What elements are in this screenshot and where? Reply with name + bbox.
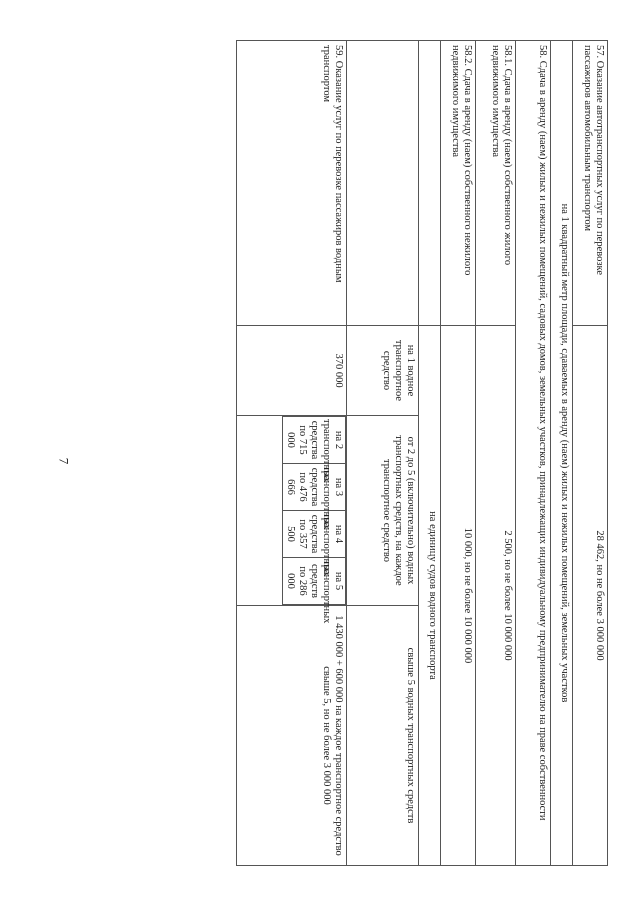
- tax-table: [236, 40, 608, 866]
- row-57-value: 28 462, но не более 3 000 000: [573, 326, 608, 866]
- row-58-2-value: 10 000, но не более 10 000 000: [441, 326, 476, 866]
- header-water: на единицу судов водного транспорта: [419, 326, 441, 866]
- row-59-one: 370 000: [237, 326, 347, 416]
- header-land: на 1 квадратный метр площади, сдаваемых в аренду (наем) жилых и нежилых помещений, земельных участков: [551, 41, 573, 866]
- subheader-one: на 1 водное транспортное средство: [347, 326, 419, 416]
- row-59-label: 59. Оказание услуг по перевозке пассажиров водным транспортом: [237, 41, 347, 326]
- row-57: [573, 41, 608, 866]
- row-header-water: [419, 41, 441, 866]
- row-58-label: 58. Сдача в аренду (наем) жилых и нежилых помещений, садовых домов, земельных участков, принадлежащих индивидуальному предпринимателю на праве собственности: [516, 41, 551, 866]
- row-58-1: [476, 41, 516, 866]
- row-59-two-to-five-cell: [237, 416, 347, 624]
- row-header-land: [551, 41, 573, 866]
- row-water-subheaders: [347, 41, 419, 866]
- rotated-table-stage: [106, 40, 608, 865]
- breakdown-4: на 4 транспортных средства по 357 500: [282, 511, 345, 558]
- row-57-label: 57. Оказание автотранспортных услуг по перевозке пассажиров автомобильным транспортом: [573, 41, 608, 326]
- row-58: [516, 41, 551, 866]
- rotated-content: [106, 40, 608, 865]
- breakdown-5: на 5 транспортных средств по 286 000: [282, 558, 345, 605]
- subheader-two-to-five: от 2 до 5 (включительно) водных транспортных средств, на каждое транспортное средство: [347, 416, 419, 606]
- page-number: 7: [56, 457, 72, 465]
- row-58-2: [441, 41, 476, 866]
- breakdown-3: на 3 транспортных средства по 476 666: [282, 464, 345, 511]
- row-58-1-value: 2 500, но не более 10 000 000: [476, 326, 516, 866]
- row-59-breakdown: [282, 416, 346, 624]
- row-58-2-label: 58.2. Сдача в аренду (наем) собственного нежилого недвижимого имущества: [441, 41, 476, 326]
- row-59: [237, 41, 347, 866]
- row-59-over-five: 1 430 000 + 600 000 на каждое транспортное средство свыше 5, но не более 3 000 000: [237, 606, 347, 866]
- subheader-over-five: свыше 5 водных транспортных средств: [347, 606, 419, 866]
- breakdown-2: на 2 транспортных средства по 715 000: [282, 417, 345, 464]
- row-58-1-label: 58.1. Сдача в аренду (наем) собственного жилого недвижимого имущества: [476, 41, 516, 326]
